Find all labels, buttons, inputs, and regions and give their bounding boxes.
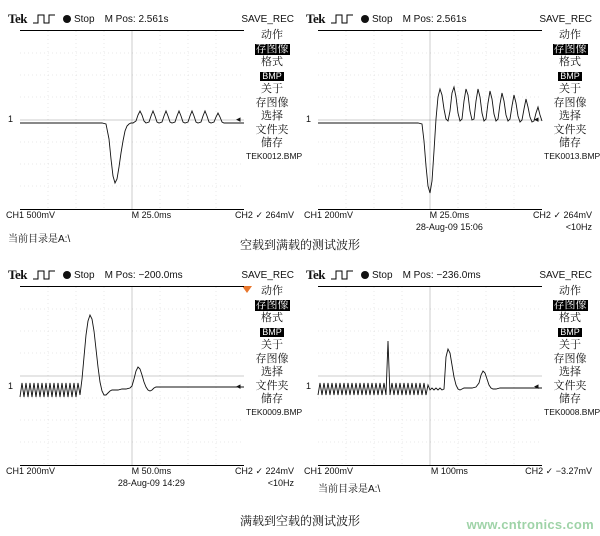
scope-4-bottombar: [304, 466, 596, 477]
timebase-setting: M 50.0ms: [131, 466, 172, 476]
current-directory-label: 当前目录是A:\: [8, 234, 71, 245]
ch1-setting: CH1 200mV: [6, 466, 56, 476]
trigger-level-marker: ◂: [534, 381, 539, 391]
menu-format-value[interactable]: BMP: [262, 326, 282, 337]
menu-format-value[interactable]: BMP: [262, 70, 282, 81]
channel-1-marker: 1: [8, 114, 14, 124]
menu-action-value[interactable]: 存图像: [553, 42, 587, 55]
menu-save-label[interactable]: 储存: [559, 137, 581, 150]
menu-format-label[interactable]: 格式: [559, 56, 581, 69]
run-state-label: Stop: [73, 269, 95, 281]
m-pos-label: M Pos: 2.561s: [104, 13, 169, 25]
scope-4-topbar: [304, 264, 596, 286]
trigger-level-marker: ◂: [534, 114, 539, 124]
frequency-readout: <10Hz: [565, 222, 592, 232]
channel-1-marker: 1: [306, 114, 312, 124]
scope-3-topbar: [6, 264, 298, 286]
save-rec-label: SAVE_REC: [241, 13, 294, 25]
ch2-setting: CH2 ✓ 264mV: [234, 210, 294, 220]
timebase-setting: M 100ms: [430, 466, 468, 476]
menu-select-value[interactable]: 文件夹: [553, 123, 587, 136]
menu-format-label[interactable]: 格式: [559, 312, 581, 325]
menu-select-label[interactable]: 选择: [559, 366, 581, 379]
menu-about-value[interactable]: 存图像: [255, 352, 289, 365]
channel-1-marker: 1: [8, 381, 14, 391]
menu-about-label[interactable]: 关于: [261, 83, 283, 96]
ch2-setting: CH2 ✓ −3.27mV: [525, 466, 592, 476]
menu-save-label[interactable]: 储存: [559, 393, 581, 406]
ch1-setting: CH1 500mV: [6, 210, 56, 220]
tek-logo: Tek: [306, 267, 325, 282]
menu-save-label[interactable]: 储存: [261, 393, 283, 406]
menu-format-label[interactable]: 格式: [261, 312, 283, 325]
scope-2: [304, 8, 600, 232]
frequency-readout: <10Hz: [267, 478, 294, 488]
trigger-pulse-icon: [33, 269, 55, 281]
graticule: [318, 31, 542, 209]
menu-about-value[interactable]: 存图像: [553, 96, 587, 109]
menu-select-value[interactable]: 文件夹: [255, 379, 289, 392]
scope-1-side-menu: [246, 29, 303, 163]
menu-select-value[interactable]: 文件夹: [255, 123, 289, 136]
scope-2-bottombar: [304, 210, 596, 221]
stop-indicator-icon: [361, 271, 369, 279]
scope-1-waveform: [8, 30, 244, 210]
trigger-pulse-icon: [331, 13, 353, 25]
scope-1-topbar: [6, 8, 298, 30]
m-pos-label: M Pos: −200.0ms: [104, 269, 183, 281]
menu-filename: TEK0008.BMP: [544, 406, 600, 417]
save-rec-label: SAVE_REC: [539, 269, 592, 281]
caption-bottom: 满载到空载的测试波形: [239, 514, 360, 528]
current-directory-label: 当前目录是A:\: [318, 484, 381, 495]
stop-indicator-icon: [63, 271, 71, 279]
scope-1: [6, 8, 303, 245]
ch2-setting: CH2 ✓ 264mV: [532, 210, 592, 220]
ch1-setting: CH1 200mV: [304, 466, 354, 476]
menu-filename: TEK0009.BMP: [246, 406, 303, 417]
scope-3: [6, 264, 303, 488]
capture-datetime: 28-Aug-09 15:06: [415, 222, 483, 232]
menu-about-value[interactable]: 存图像: [255, 96, 289, 109]
menu-select-value[interactable]: 文件夹: [553, 379, 587, 392]
scope-3-side-menu: [246, 285, 303, 419]
menu-action-label[interactable]: 动作: [261, 285, 283, 297]
stop-indicator-icon: [63, 15, 71, 23]
graticule: [318, 287, 542, 465]
trigger-level-marker: ◂: [236, 381, 241, 391]
run-state-label: Stop: [73, 13, 95, 25]
scope-3-datebar: [6, 478, 298, 488]
trigger-level-marker: ◂: [236, 114, 241, 124]
scope-2-side-menu: [544, 29, 600, 163]
scope-2-datebar: [304, 222, 596, 232]
tek-logo: Tek: [8, 267, 27, 282]
menu-action-value[interactable]: 存图像: [553, 298, 587, 311]
run-state-label: Stop: [371, 269, 393, 281]
scope-3-waveform: [8, 286, 244, 466]
menu-select-label[interactable]: 选择: [559, 110, 581, 123]
scope-4-waveform: [306, 286, 542, 466]
scope-4: [304, 264, 600, 495]
menu-filename: TEK0012.BMP: [246, 150, 303, 161]
m-pos-label: M Pos: 2.561s: [402, 13, 467, 25]
ch2-setting: CH2 ✓ 224mV: [234, 466, 294, 476]
menu-action-label[interactable]: 动作: [559, 29, 581, 41]
menu-about-label[interactable]: 关于: [261, 339, 283, 352]
menu-select-label[interactable]: 选择: [261, 366, 283, 379]
tek-logo: Tek: [8, 11, 27, 26]
menu-action-value[interactable]: 存图像: [255, 298, 289, 311]
save-rec-label: SAVE_REC: [241, 269, 294, 281]
menu-format-value[interactable]: BMP: [560, 326, 580, 337]
menu-about-label[interactable]: 关于: [559, 339, 581, 352]
menu-select-label[interactable]: 选择: [261, 110, 283, 123]
save-rec-label: SAVE_REC: [539, 13, 592, 25]
timebase-setting: M 25.0ms: [131, 210, 172, 220]
graticule: [20, 31, 244, 209]
menu-save-label[interactable]: 储存: [261, 137, 283, 150]
stop-indicator-icon: [361, 15, 369, 23]
m-pos-label: M Pos: −236.0ms: [402, 269, 481, 281]
trigger-pulse-icon: [33, 13, 55, 25]
menu-filename: TEK0013.BMP: [544, 150, 600, 161]
channel-1-marker: 1: [306, 381, 312, 391]
capture-datetime: 28-Aug-09 14:29: [117, 478, 185, 488]
menu-action-label[interactable]: 动作: [261, 29, 283, 41]
menu-action-label[interactable]: 动作: [559, 285, 581, 297]
menu-about-label[interactable]: 关于: [559, 83, 581, 96]
scope-2-waveform: [306, 30, 542, 210]
menu-format-label[interactable]: 格式: [261, 56, 283, 69]
graticule: [20, 287, 244, 465]
watermark: www.cntronics.com: [466, 517, 594, 532]
menu-about-value[interactable]: 存图像: [553, 352, 587, 365]
scope-2-topbar: [304, 8, 596, 30]
run-state-label: Stop: [371, 13, 393, 25]
scope-4-side-menu: [544, 285, 600, 419]
scope-1-bottombar: [6, 210, 298, 221]
menu-format-value[interactable]: BMP: [560, 70, 580, 81]
tek-logo: Tek: [306, 11, 325, 26]
caption-top: 空载到满载的测试波形: [239, 238, 360, 252]
trigger-pulse-icon: [331, 269, 353, 281]
scope-3-bottombar: [6, 466, 298, 477]
ch1-setting: CH1 200mV: [304, 210, 354, 220]
menu-action-value[interactable]: 存图像: [255, 42, 289, 55]
timebase-setting: M 25.0ms: [429, 210, 470, 220]
